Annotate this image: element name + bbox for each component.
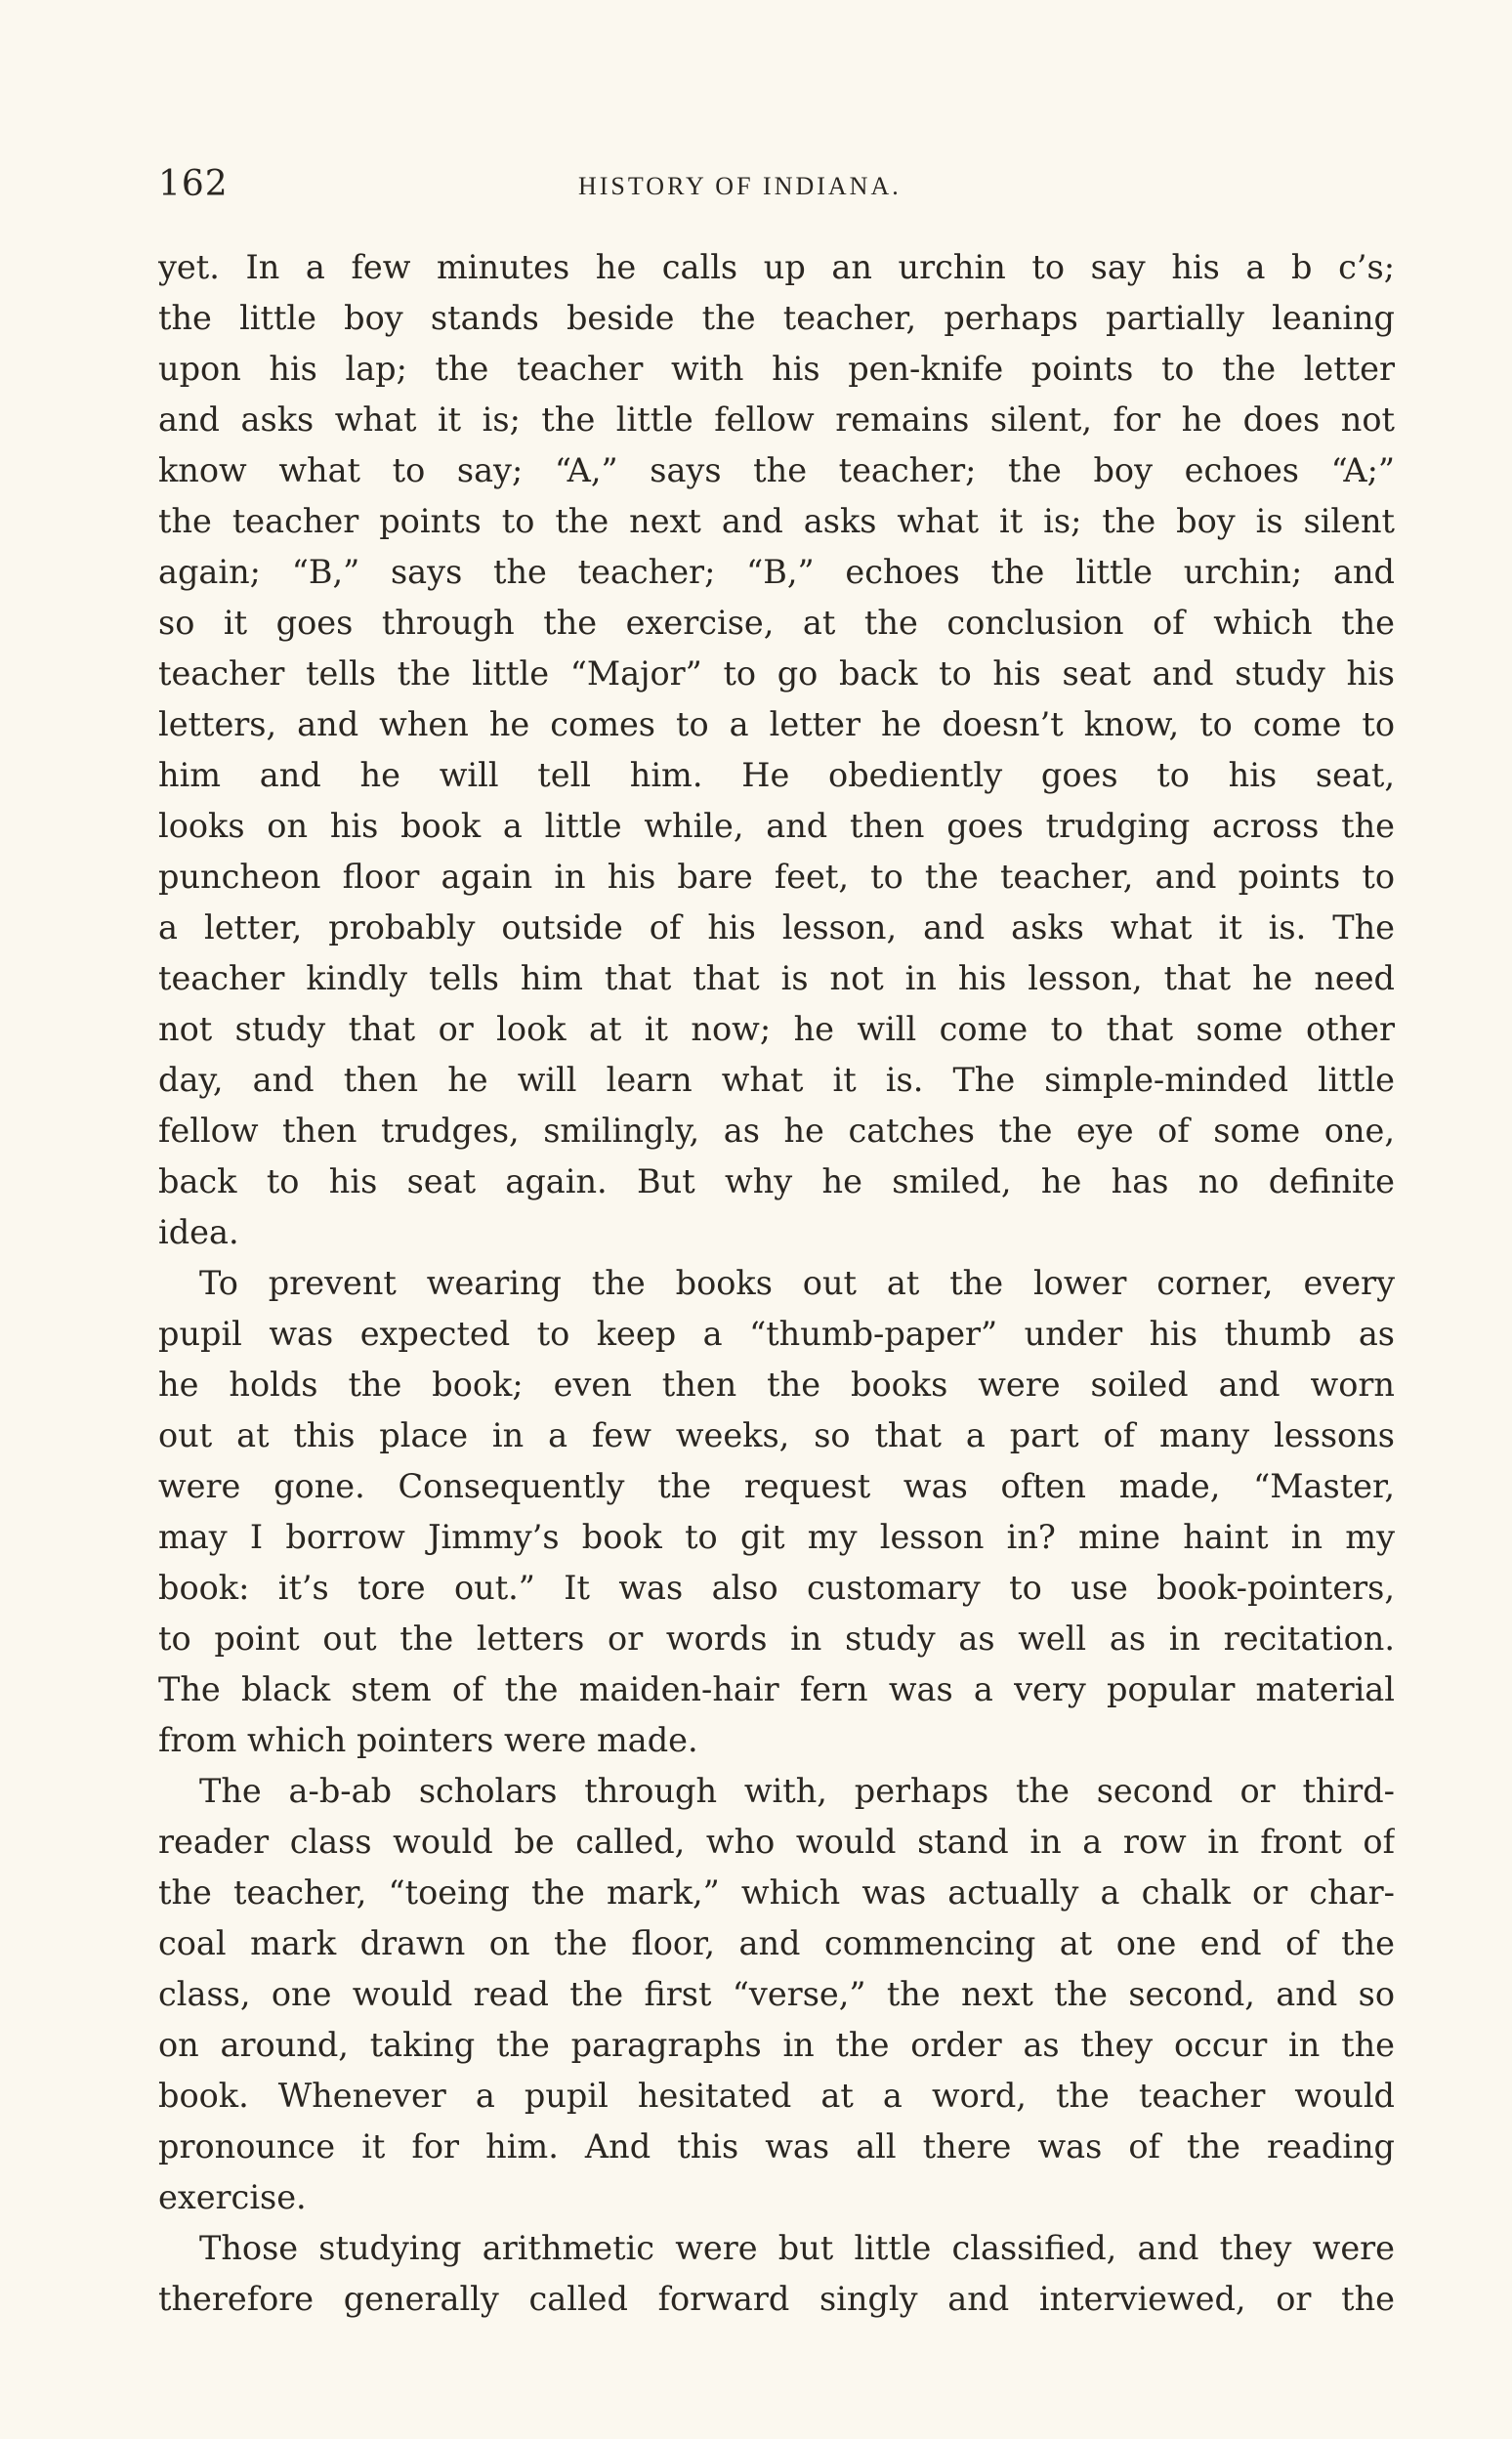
text-line: fellow then trudges, smilingly, as he catches the eye of some one,	[158, 1112, 1395, 1150]
text-line: yet. In a few minutes he calls up an urchin to say his a b c’s;	[158, 248, 1395, 286]
text-line: exercise.	[158, 2178, 307, 2216]
text-line: day, and then he will learn what it is. The simple-minded little	[158, 1061, 1395, 1099]
text-line: so it goes through the exercise, at the conclusion of which the	[158, 604, 1395, 642]
text-line: and asks what it is; the little fellow remains silent, for he does not	[158, 400, 1395, 439]
text-line: book. Whenever a pupil hesitated at a word, the teacher would	[158, 2077, 1395, 2115]
text-line: therefore generally called forward singly and interviewed, or the	[158, 2280, 1395, 2318]
text-line: looks on his book a little while, and then goes trudging across the	[158, 807, 1395, 845]
text-line: from which pointers were made.	[158, 1721, 698, 1759]
text-line: were gone. Consequently the request was often made, “Master,	[158, 1467, 1395, 1505]
text-line: out at this place in a few weeks, so that a part of many lessons	[158, 1416, 1395, 1454]
text-line: pronounce it for him. And this was all there was of the reading	[158, 2127, 1395, 2166]
text-line: teacher kindly tells him that that is not in his lesson, that he need	[158, 959, 1395, 997]
page-number: 162	[158, 164, 229, 204]
text-line: coal mark drawn on the floor, and commencing at one end of the	[158, 1924, 1395, 1962]
text-line: class, one would read the first “verse,” the next the second, and so	[158, 1975, 1395, 2013]
text-line: the little boy stands beside the teacher, perhaps partially leaning	[158, 299, 1395, 337]
page-header	[158, 164, 1395, 211]
text-line: on around, taking the paragraphs in the order as they occur in the	[158, 2026, 1395, 2064]
text-line: pupil was expected to keep a “thumb-paper” under his thumb as	[158, 1315, 1395, 1353]
text-line: he holds the book; even then the books were soiled and worn	[158, 1366, 1395, 1404]
text-line: letters, and when he comes to a letter he doesn’t know, to come to	[158, 705, 1395, 743]
text-line: to point out the letters or words in study as well as in recitation.	[158, 1619, 1395, 1658]
text-line: teacher tells the little “Major” to go back to his seat and study his	[158, 654, 1395, 693]
text-line: reader class would be called, who would stand in a row in front of	[158, 1823, 1395, 1861]
text-line: back to his seat again. But why he smiled, he has no definite	[158, 1162, 1395, 1200]
text-line: puncheon floor again in his bare feet, to the teacher, and points to	[158, 858, 1395, 896]
text-line: not study that or look at it now; he will come to that some other	[158, 1010, 1395, 1048]
text-line: The a-b-ab scholars through with, perhaps the second or third-	[199, 1772, 1395, 1810]
text-line: To prevent wearing the books out at the lower corner, every	[199, 1264, 1395, 1302]
body-text	[158, 242, 1395, 2325]
text-line: may I borrow Jimmy’s book to git my lesson in? mine haint in my	[158, 1518, 1395, 1556]
text-line: the teacher points to the next and asks what it is; the boy is silent	[158, 502, 1395, 540]
running-head: HISTORY OF INDIANA.	[578, 172, 902, 200]
text-line: idea.	[158, 1213, 239, 1251]
text-line: The black stem of the maiden-hair fern was a very popular material	[158, 1670, 1395, 1708]
text-line: know what to say; “A,” says the teacher; the boy echoes “A;”	[158, 451, 1395, 489]
text-line: Those studying arithmetic were but little classified, and they were	[199, 2229, 1395, 2267]
text-line: upon his lap; the teacher with his pen-knife points to the letter	[158, 350, 1395, 388]
text-line: book: it’s tore out.” It was also customary to use book-pointers,	[158, 1569, 1395, 1607]
text-line: him and he will tell him. He obediently goes to his seat,	[158, 756, 1395, 794]
text-line: a letter, probably outside of his lesson, and asks what it is. The	[158, 908, 1395, 946]
text-line: the teacher, “toeing the mark,” which was actually a chalk or char-	[158, 1873, 1395, 1912]
text-line: again; “B,” says the teacher; “B,” echoes the little urchin; and	[158, 553, 1395, 591]
